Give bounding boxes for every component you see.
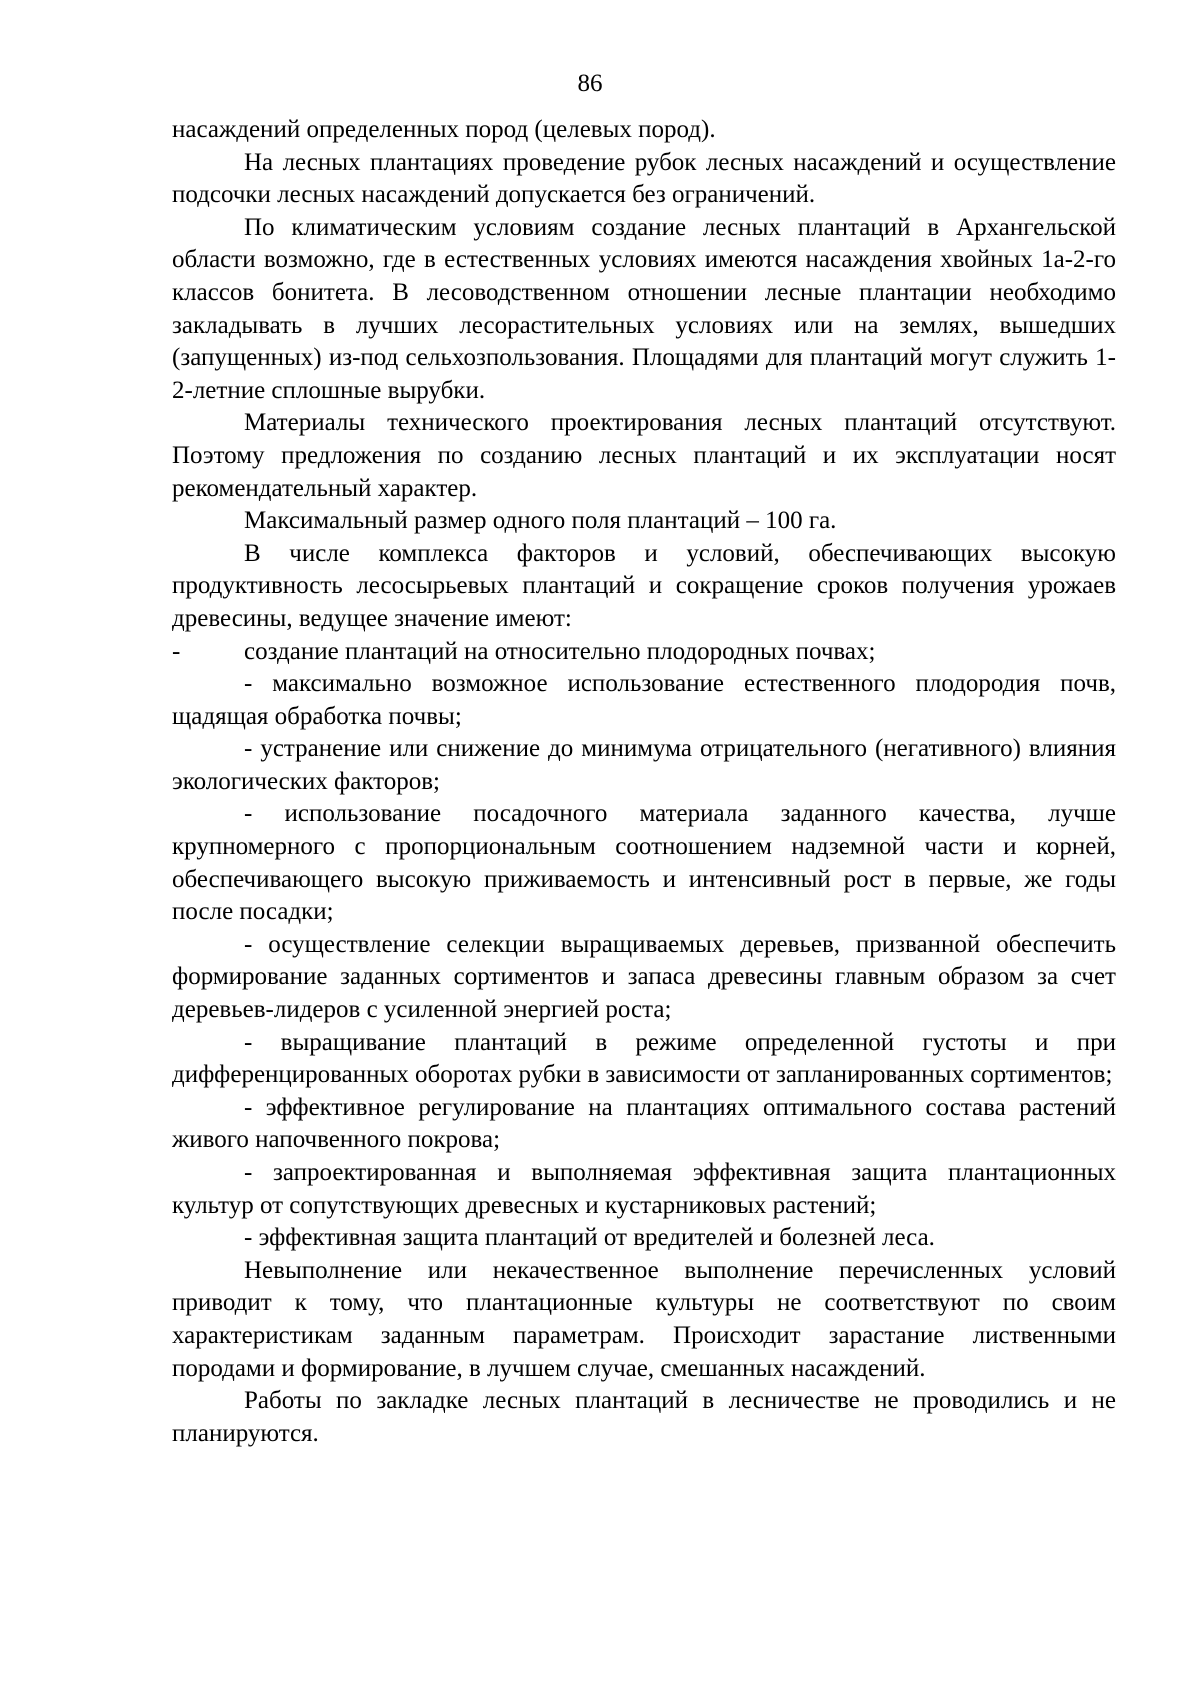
paragraph-factors-intro: В числе комплекса факторов и условий, обеспечивающих высокую продуктивность лесосырьевых плантаций и сокращение сроков получения урожаев древесины, ведущее значение имеют:	[172, 539, 1116, 632]
list-item	[172, 636, 1116, 669]
list-item: - устранение или снижение до минимума отрицательного (негативного) влияния экологических факторов;	[172, 735, 1116, 795]
paragraph-climatic-conditions: По климатическим условиям создание лесных плантаций в Архангельской области возможно, где в естественных условиях имеются насаждения хвойных 1а-2-го классов бонитета. В лесоводственном отношении лесные плантации необходимо закладывать в лучших лесорастительных условиях или на землях, вышедших (запущенных) из-под сельхозпользования. Площадями для плантаций могут служить 1-2-летние сплошные вырубки.	[172, 213, 1116, 404]
paragraph-design-materials: Материалы технического проектирования лесных плантаций отсутствуют. Поэтому предложения по созданию лесных плантаций и их эксплуатации носят рекомендательный характер.	[172, 409, 1116, 502]
list-item: - эффективная защита плантаций от вредителей и болезней леса.	[244, 1224, 935, 1252]
list-dash: -	[172, 637, 181, 665]
page-number: 86	[577, 70, 603, 97]
paragraph-plantation-felling: На лесных плантациях проведение рубок лесных насаждений и осуществление подсочки лесных насаждений допускается без ограничений.	[172, 148, 1116, 209]
paragraph-continuation: насаждений определенных пород (целевых пород).	[172, 116, 716, 143]
paragraph-max-field-size: Максимальный размер одного поля плантаций – 100 га.	[244, 507, 837, 535]
list-item: - использование посадочного материала заданного качества, лучше крупномерного с пропорциональным соотношением надземной части и корней, обеспечивающего высокую приживаемость и интенсивный рост в первые, же годы после посадки;	[172, 800, 1116, 926]
paragraph-consequences: Невыполнение или некачественное выполнение перечисленных условий приводит к тому, что плантационные культуры не соответствуют по своим характеристикам заданным параметрам. Происходит зарастание лиственными породами и формирование, в лучшем случае, смешанных насаждений.	[172, 1256, 1116, 1382]
list-item: - эффективное регулирование на плантациях оптимального состава растений живого напочвенного покрова;	[172, 1093, 1116, 1154]
list-item: - выращивание плантаций в режиме определенной густоты и при дифференцированных оборотах рубки в зависимости от запланированных сортиментов;	[172, 1028, 1116, 1089]
list-item: - осуществление селекции выращиваемых деревьев, призванной обеспечить формирование заданных сортиментов и запаса древесины главным образом за счет деревьев-лидеров с усиленной энергией роста;	[172, 930, 1116, 1024]
list-item-text: создание плантаций на относительно плодородных почвах;	[244, 637, 876, 665]
list-item: - запроектированная и выполняемая эффективная защита плантационных культур от сопутствующих древесных и кустарниковых растений;	[172, 1159, 1116, 1219]
page-body	[172, 114, 1116, 1450]
list-item: - максимально возможное использование естественного плодородия почв, щадящая обработка почвы;	[172, 670, 1116, 730]
paragraph-no-works: Работы по закладке лесных плантаций в лесничестве не проводились и не планируются.	[172, 1387, 1116, 1447]
